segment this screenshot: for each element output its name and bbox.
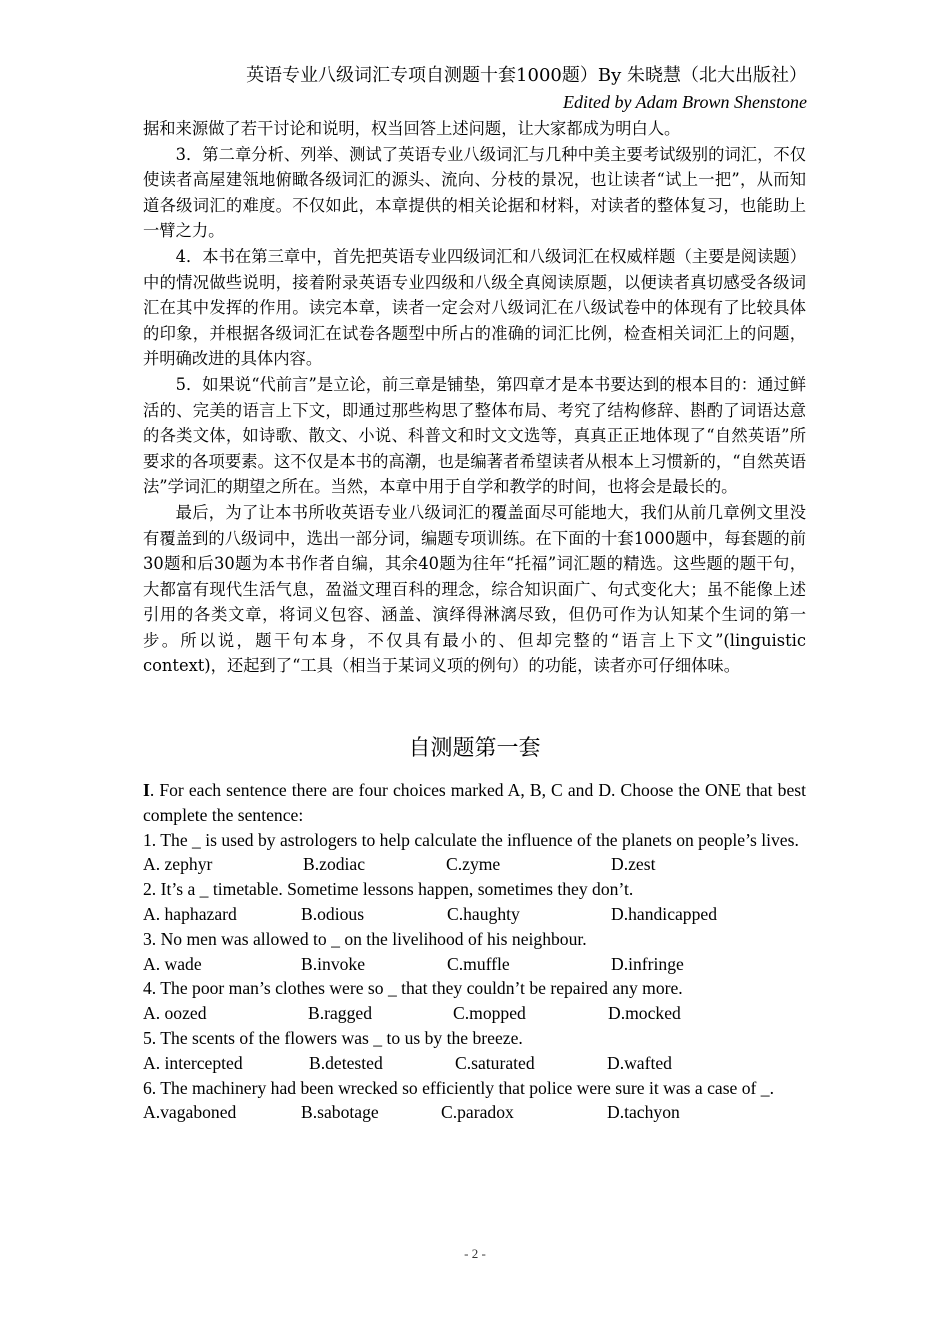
page-body — [143, 116, 806, 1125]
choice-d: D.infringe — [611, 953, 684, 974]
question-3 — [143, 927, 806, 977]
choice-a: A. haphazard — [143, 904, 237, 925]
choice-a: A. oozed — [143, 1003, 207, 1024]
choice-c: C.muffle — [447, 953, 510, 974]
choice-row — [143, 1100, 806, 1125]
choice-b: B.sabotage — [301, 1102, 379, 1123]
choice-d: D.wafted — [607, 1052, 672, 1073]
choice-d: D.zest — [611, 854, 656, 875]
question-6 — [143, 1076, 806, 1126]
question-stem: 3. No men was allowed to _ on the livelihood of his neighbour. — [143, 928, 587, 949]
choice-a: A. wade — [143, 953, 202, 974]
page-header — [246, 62, 807, 114]
choice-c: C.zyme — [446, 854, 501, 875]
question-1 — [143, 828, 806, 878]
choice-row — [143, 902, 806, 927]
question-5 — [143, 1026, 806, 1076]
choice-c: C.saturated — [455, 1052, 535, 1073]
choice-c: C.paradox — [441, 1102, 514, 1123]
question-4 — [143, 976, 806, 1026]
intro-paragraph-5: 5．如果说“代前言”是立论，前三章是铺垫，第四章才是本书要达到的根本目的：通过鲜活的、完美的语言上下文，即通过那些构思了整体布局、考究了结构修辞、斟酌了词语达意的各类文体，如诗歌、散文、小说、科普文和时文文选等，真真正正地体现了“自然英语”所要求的各项要素。这不仅是本书的高潮，也是编著者希望读者从根本上习惯新的，“自然英语法”学词汇的期望之所在。当然，本章中用于自学和教学的时间，也将会是最长的。 — [143, 374, 806, 497]
choice-a: A. zephyr — [143, 854, 213, 875]
choice-d: D.tachyon — [607, 1102, 680, 1123]
choice-row — [143, 952, 806, 977]
instruction-number: I — [143, 780, 150, 801]
question-2 — [143, 877, 806, 927]
intro-paragraph-final: 最后，为了让本书所收英语专业八级词汇的覆盖面尽可能地大，我们从前几章例文里没有覆盖到的八级词中，选出一部分词，编题专项训练。在下面的十套1000题中，每套题的前30题和后30题为本书作者自编，其余40题为往年“托福”词汇题的精选。这些题的题干句，大都富有现代生活气息，盈溢文理百科的理念，综合知识面广、句式变化大；虽不能像上述引用的各类文章，将词义包容、涵盖、演绎得淋漓尽致，但仍可作为认知某个生词的第一步。所以说，题干句本身，不仅具有最小的、但却完整的“语言上下文”(linguistic context)，还起到了“工具（相当于某词义项的例句）的功能，读者亦可仔细体味。 — [143, 502, 806, 676]
choice-c: C.mopped — [453, 1003, 526, 1024]
question-stem: 2. It’s a _ timetable. Sometime lessons happen, sometimes they don’t. — [143, 879, 634, 900]
section-title: 自测题第一套 — [408, 736, 541, 762]
choice-a: A.vagaboned — [143, 1102, 237, 1123]
question-stem: 4. The poor man’s clothes were so _ that they couldn’t be repaired any more. — [143, 978, 683, 999]
choice-b: B.ragged — [308, 1003, 373, 1024]
choice-row — [143, 1001, 806, 1026]
choice-b: B.zodiac — [303, 854, 366, 875]
choice-d: D.handicapped — [611, 904, 718, 925]
choice-b: B.odious — [301, 904, 365, 925]
choice-row — [143, 852, 806, 877]
question-stem: 6. The machinery had been wrecked so efficiently that police were sure it was a case of _. — [143, 1077, 775, 1098]
choice-c: C.haughty — [447, 904, 520, 925]
header-title: 英语专业八级词汇专项自测题十套1000题）By 朱晓慧（北大出版社） — [246, 65, 807, 86]
intro-paragraph-3: 3．第二章分析、列举、测试了英语专业八级词汇与几种中美主要考试级别的词汇，不仅使读者高屋建瓴地俯瞰各级词汇的源头、流向、分枝的景况，也让读者“试上一把”，从而知道各级词汇的难度。不仅如此，本章提供的相关论据和材料，对读者的整体复习，也能助上一臂之力。 — [143, 144, 806, 241]
instructions — [143, 778, 806, 828]
choice-a: A. intercepted — [143, 1052, 243, 1073]
intro-paragraph-continued: 据和来源做了若干讨论和说明，权当回答上述问题，让大家都成为明白人。 — [143, 119, 681, 138]
instruction-text: . For each sentence there are four choices marked A, B, C and D. Choose the ONE that best complete the sentence: — [143, 780, 806, 825]
question-stem: 5. The scents of the flowers was _ to us by the breeze. — [143, 1028, 523, 1049]
header-editor: Edited by Adam Brown Shenstone — [563, 92, 807, 112]
choice-b: B.detested — [309, 1052, 383, 1073]
question-stem: 1. The _ is used by astrologers to help calculate the influence of the planets on people’s lives. — [143, 829, 799, 850]
choice-row — [143, 1051, 806, 1076]
choice-b: B.invoke — [301, 953, 366, 974]
choice-d: D.mocked — [608, 1003, 681, 1024]
page-number: - 2 - — [464, 1246, 486, 1261]
intro-paragraph-4: 4．本书在第三章中，首先把英语专业四级词汇和八级词汇在权威样题（主要是阅读题）中的情况做些说明，接着附录英语专业四级和八级全真阅读原题，以便读者真切感受各级词汇在其中发挥的作用。读完本章，读者一定会对八级词汇在八级试卷中的体现有了比较具体的印象，并根据各级词汇在试卷各题型中所占的准确的词汇比例，检查相关词汇上的问题，并明确改进的具体内容。 — [143, 246, 806, 369]
